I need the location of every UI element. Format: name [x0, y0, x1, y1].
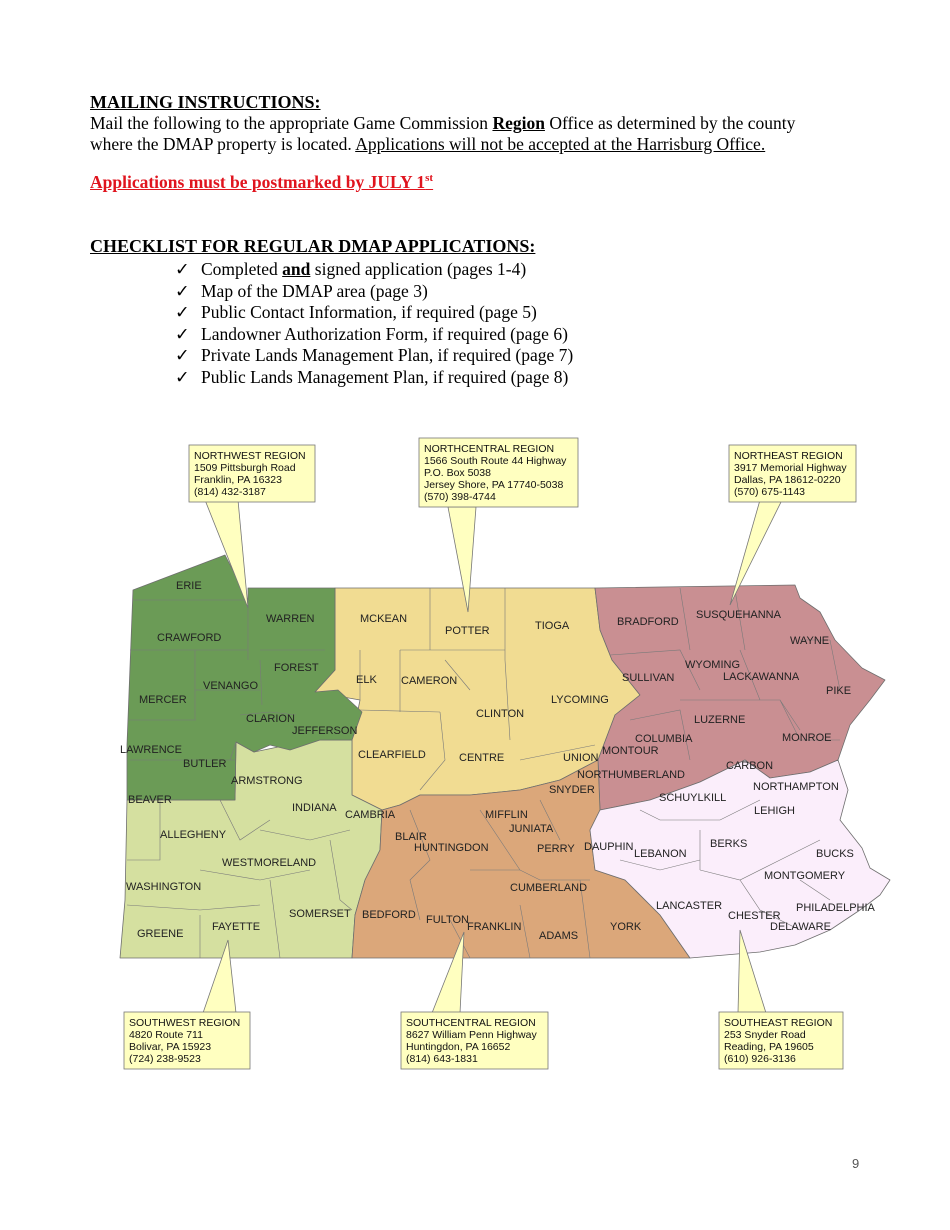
- region-address: 253 Snyder Road: [724, 1029, 806, 1041]
- region-name: NORTHEAST REGION: [734, 450, 843, 462]
- region-address: 3917 Memorial Highway: [734, 462, 847, 474]
- county-label-bedford: BEDFORD: [362, 909, 416, 921]
- county-label-lancaster: LANCASTER: [656, 900, 723, 912]
- region-city: Dallas, PA 18612-0220: [734, 474, 841, 486]
- checkmark-icon: ✓: [175, 280, 190, 301]
- county-label-lawrence: LAWRENCE: [120, 744, 182, 756]
- page-number: 9: [852, 1156, 860, 1171]
- region-phone: (724) 238-9523: [129, 1053, 201, 1065]
- county-label-luzerne: LUZERNE: [694, 714, 746, 726]
- region-name: SOUTHCENTRAL REGION: [406, 1017, 536, 1029]
- checkmark-icon: ✓: [175, 259, 190, 279]
- region-phone: (610) 926-3136: [724, 1053, 796, 1065]
- region-address: 4820 Route 711: [129, 1029, 203, 1041]
- county-label-union: UNION: [563, 752, 599, 764]
- county-label-fulton: FULTON: [426, 914, 469, 926]
- county-label-bucks: BUCKS: [816, 848, 854, 860]
- region-phone: (570) 675-1143: [734, 486, 806, 498]
- checklist-item-text: Private Lands Management Plan, if required (page 7): [201, 345, 574, 365]
- region-phone: (814) 643-1831: [406, 1053, 478, 1065]
- deadline-suffix: st: [425, 172, 434, 185]
- region-name: NORTHWEST REGION: [194, 450, 306, 462]
- county-label-beaver: BEAVER: [128, 794, 172, 806]
- county-label-mercer: MERCER: [139, 694, 187, 706]
- county-label-jefferson: JEFFERSON: [292, 725, 358, 737]
- county-label-montour: MONTOUR: [602, 745, 659, 757]
- intro-text: where the DMAP property is located.: [90, 134, 356, 154]
- checklist-item-text: Landowner Authorization Form, if required (page 6): [201, 323, 568, 344]
- county-label-montgomery: MONTGOMERY: [764, 870, 846, 882]
- region-city: Bolivar, PA 15923: [129, 1041, 212, 1053]
- county-label-huntingdon: HUNTINGDON: [414, 842, 489, 854]
- county-label-chester: CHESTER: [728, 910, 781, 922]
- county-label-northumberland: NORTHUMBERLAND: [577, 769, 685, 781]
- county-label-elk: ELK: [356, 674, 377, 686]
- county-label-potter: POTTER: [445, 625, 490, 637]
- harrisburg-notice: Applications will not be accepted at the Harrisburg Office.: [355, 134, 766, 154]
- region-address: 1566 South Route 44 Highway: [424, 455, 567, 467]
- county-label-clarion: CLARION: [246, 713, 295, 725]
- county-label-adams: ADAMS: [539, 930, 579, 942]
- checklist-item-text: Public Contact Information, if required (page 5): [201, 302, 537, 322]
- county-label-northampton: NORTHAMPTON: [753, 781, 839, 793]
- region-po-box: P.O. Box 5038: [424, 467, 491, 479]
- region-name: NORTHCENTRAL REGION: [424, 443, 555, 455]
- county-label-wyoming: WYOMING: [685, 659, 740, 671]
- checklist-item-text: Completed and signed application (pages 1-4): [201, 259, 527, 279]
- county-label-dauphin: DAUPHIN: [584, 841, 634, 853]
- county-label-bradford: BRADFORD: [617, 616, 679, 628]
- region-name: SOUTHEAST REGION: [724, 1017, 833, 1029]
- county-label-perry: PERRY: [537, 843, 575, 855]
- checkmark-icon: ✓: [175, 323, 190, 344]
- county-label-somerset: SOMERSET: [289, 908, 351, 920]
- county-label-york: YORK: [610, 921, 642, 933]
- county-label-crawford: CRAWFORD: [157, 632, 222, 644]
- mailing-instructions-heading: MAILING INSTRUCTIONS:: [90, 92, 321, 112]
- county-label-venango: VENANGO: [203, 680, 259, 692]
- county-label-franklin: FRANKLIN: [467, 921, 522, 933]
- intro-text: Office as determined by the county: [544, 113, 796, 133]
- checklist-item-text: Public Lands Management Plan, if required (page 8): [201, 366, 569, 387]
- region-phone: (814) 432-3187: [194, 486, 266, 498]
- county-label-carbon: CARBON: [726, 760, 774, 772]
- county-label-philadelphia: PHILADELPHIA: [796, 902, 875, 914]
- county-label-allegheny: ALLEGHENY: [160, 829, 227, 841]
- county-label-snyder: SNYDER: [549, 784, 595, 796]
- county-label-mifflin: MIFFLIN: [485, 809, 528, 821]
- county-label-berks: BERKS: [710, 838, 748, 850]
- intro-region-word: Region: [492, 113, 545, 133]
- region-city: Reading, PA 19605: [724, 1041, 814, 1053]
- deadline-text: Applications must be postmarked by JULY 1: [90, 172, 426, 192]
- region-phone: (570) 398-4744: [424, 491, 496, 503]
- county-label-susquehanna: SUSQUEHANNA: [696, 609, 781, 621]
- region-city: Jersey Shore, PA 17740-5038: [424, 479, 564, 491]
- checklist-heading: CHECKLIST FOR REGULAR DMAP APPLICATIONS:: [90, 236, 536, 256]
- county-label-juniata: JUNIATA: [509, 823, 554, 835]
- county-label-monroe: MONROE: [782, 732, 832, 744]
- county-label-greene: GREENE: [137, 928, 184, 940]
- county-label-washington: WASHINGTON: [126, 881, 202, 893]
- county-label-schuylkill: SCHUYLKILL: [659, 792, 727, 804]
- region-name: SOUTHWEST REGION: [129, 1017, 241, 1029]
- county-label-westmoreland: WESTMORELAND: [222, 857, 317, 869]
- county-label-columbia: COLUMBIA: [635, 733, 693, 745]
- county-label-warren: WARREN: [266, 613, 315, 625]
- checklist-item-text: Map of the DMAP area (page 3): [201, 280, 428, 301]
- county-label-wayne: WAYNE: [790, 635, 830, 647]
- intro-text: Mail the following to the appropriate Game Commission: [90, 113, 493, 133]
- county-label-lackawanna: LACKAWANNA: [723, 671, 800, 683]
- county-label-sullivan: SULLIVAN: [622, 672, 675, 684]
- county-label-cameron: CAMERON: [401, 675, 458, 687]
- region-city: Huntingdon, PA 16652: [406, 1041, 511, 1053]
- county-label-delaware: DELAWARE: [770, 921, 831, 933]
- region-address: 1509 Pittsburgh Road: [194, 462, 296, 474]
- county-label-tioga: TIOGA: [535, 620, 570, 632]
- county-label-pike: PIKE: [826, 685, 852, 697]
- county-label-armstrong: ARMSTRONG: [231, 775, 303, 787]
- county-label-fayette: FAYETTE: [212, 921, 261, 933]
- county-label-butler: BUTLER: [183, 758, 227, 770]
- region-address: 8627 William Penn Highway: [406, 1029, 537, 1041]
- county-label-lehigh: LEHIGH: [754, 805, 795, 817]
- county-label-forest: FOREST: [274, 662, 319, 674]
- county-label-blair: BLAIR: [395, 831, 427, 843]
- county-label-centre: CENTRE: [459, 752, 505, 764]
- county-label-lebanon: LEBANON: [634, 848, 687, 860]
- county-label-clearfield: CLEARFIELD: [358, 749, 426, 761]
- checkmark-icon: ✓: [175, 366, 190, 387]
- county-label-cumberland: CUMBERLAND: [510, 882, 588, 894]
- county-label-lycoming: LYCOMING: [551, 694, 609, 706]
- checkmark-icon: ✓: [175, 302, 190, 322]
- county-label-indiana: INDIANA: [292, 802, 337, 814]
- county-label-mckean: MCKEAN: [360, 613, 408, 625]
- checkmark-icon: ✓: [175, 345, 190, 365]
- county-label-cambria: CAMBRIA: [345, 809, 396, 821]
- county-label-erie: ERIE: [176, 580, 202, 592]
- region-city: Franklin, PA 16323: [194, 474, 282, 486]
- county-label-clinton: CLINTON: [476, 708, 525, 720]
